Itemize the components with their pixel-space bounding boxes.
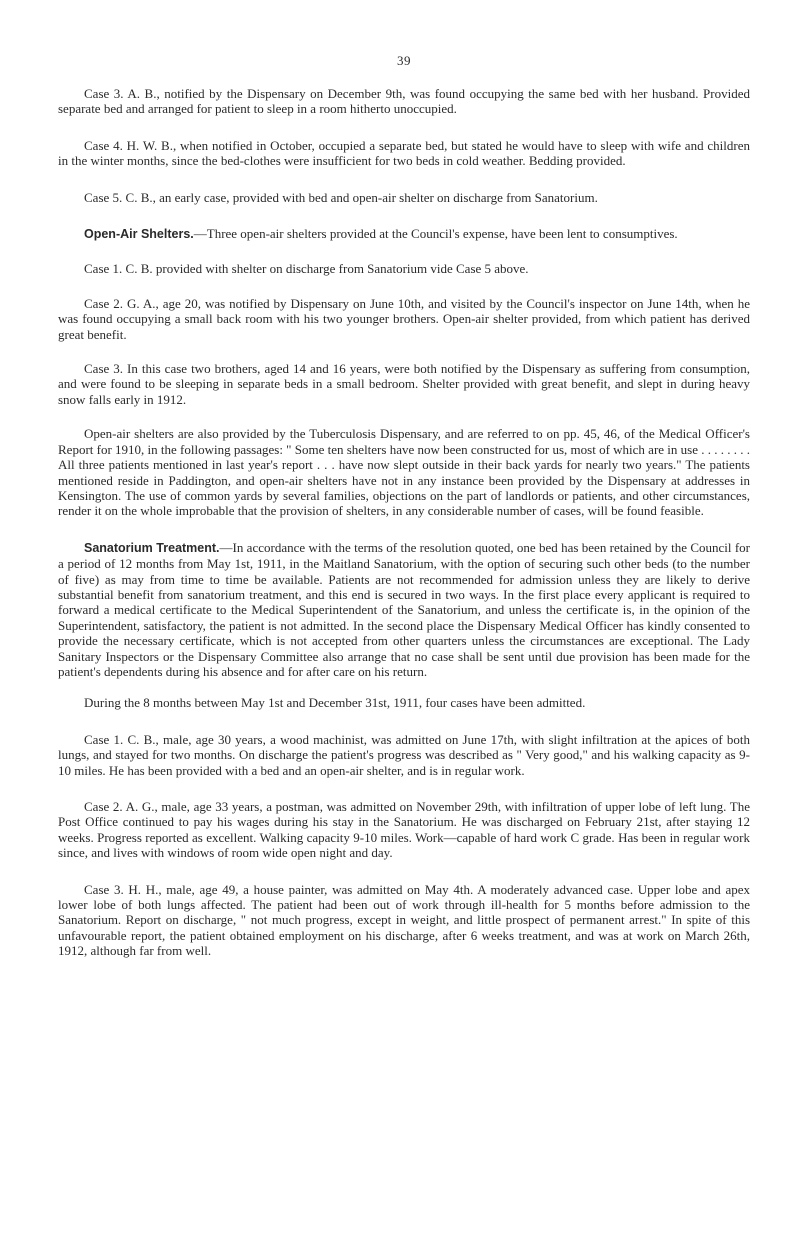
sanatorium-intro-text: —In accordance with the terms of the resolution quoted, one bed has been retained by the Council for a period of 12 months from May 1st, 1911, in the Maitland Sanatorium, with the option of securing such other beds (to the number of five) as may from time to time be available. Patients are not recommended for admission unless they are likely to derive substantial benefit from sanatorium treatment, and this end is secured in two ways. In the first place every applicant is required to forward a medical certificate to the Medical Superintendent of the Sanatorium, and unless the certificate is, in the opinion of the Superintendent, satisfactory, the patient is not admitted. In the second place the Dispensary Medical Officer has kindly consented to provide the necessary certificate, which is not accepted from other quarters unless the circumstances are exceptional. The Lady Sanitary Inspectors or the Dispensary Committee also arrange that no case shall be sent until due provision has been made for the patient's dependents during his absence and for after care on his return. <box>58 539 751 679</box>
paragraph-case-3-ab: Case 3. A. B., notified by the Dispensary on December 9th, was found occupying the same bed with her husband. Provided separate bed and arranged for patient to sleep in a room hitherto unoccupied. <box>58 86 750 117</box>
paragraph-shelter-case-2: Case 2. G. A., age 20, was notified by Dispensary on June 10th, and visited by the Council's inspector on June 14th, when he was found occupying a small back room with his two younger brothers. Open-air shelter provided, from which patient has derived great benefit. <box>58 295 750 342</box>
paragraph-admissions-summary: During the 8 months between May 1st and December 31st, 1911, four cases have been admitted. <box>84 695 586 711</box>
paragraph-shelter-case-3: Case 3. In this case two brothers, aged 14 and 16 years, were both notified by the Dispensary as suffering from consumption, and were found to be sleeping in separate beds in a small bedroom. Shelter provided with great benefit, and slept in during heavy snow falls early in 1912. <box>58 361 750 407</box>
paragraph-dispensary-shelters: Open-air shelters are also provided by the Tuberculosis Dispensary, and are referred to on pp. 45, 46, of the Medical Officer's Report for 1910, in the following passages: " Some ten shelters have now been constructed for us, most of which are in use . . . . . . . . All three patients mentioned in last year's report . . . have now slept outside in their back yards for nearly two years." The patients mentioned reside in Paddington, and open-air shelters have not in any instance been provided by the Dispensary at addresses in Kensington. The use of common yards by several families, objections on the part of landlords or patients, and other circumstances, render it on the whole improbable that the provision of shelters, in any considerable number of cases, will be found feasible. <box>58 426 750 519</box>
paragraph-case-5-cb: Case 5. C. B., an early case, provided with bed and open-air shelter on discharge from Sanatorium. <box>84 189 598 205</box>
paragraph-open-air-shelters <box>58 226 750 242</box>
paragraph-case-4-hwb: Case 4. H. W. B., when notified in October, occupied a separate bed, but stated he would have to sleep with wife and children in the winter months, since the bed-clothes were insufficient for two beds in cold weather. Bedding provided. <box>58 137 750 169</box>
paragraph-sanatorium-treatment <box>58 540 750 680</box>
open-air-intro-text: —Three open-air shelters provided at the Council's expense, have been lent to consumptives. <box>193 226 678 242</box>
paragraph-sanatorium-case-2: Case 2. A. G., male, age 33 years, a postman, was admitted on November 29th, with infiltration of upper lobe of left lung. The Post Office continued to pay his wages during his stay in the Sanatorium. He was discharged on February 21st, after staying 12 weeks. Progress reported as excellent. Walking capacity 9-10 miles. Work—capable of hard work C grade. Has been in regular work since, and lives with windows of room wide open night and day. <box>58 799 750 861</box>
paragraph-sanatorium-case-1: Case 1. C. B., male, age 30 years, a wood machinist, was admitted on June 17th, with slight infiltration at the apices of both lungs, and stayed for two months. On discharge the patient's progress was described as " Very good," and his walking capacity as 9-10 miles. He has been provided with a bed and an open-air shelter, and is in regular work. <box>58 731 750 778</box>
page-body <box>58 86 750 959</box>
paragraph-shelter-case-1: Case 1. C. B. provided with shelter on discharge from Sanatorium vide Case 5 above. <box>84 261 529 277</box>
page-number: 39 <box>397 53 411 68</box>
section-heading-open-air-shelters: Open-Air Shelters. <box>84 227 194 242</box>
paragraph-sanatorium-case-3: Case 3. H. H., male, age 49, a house painter, was admitted on May 4th. A moderately advanced case. Upper lobe and apex lower lobe of both lungs affected. The patient had been out of work through ill-health for 5 months before admission to the Sanatorium. Report on discharge, " not much progress, except in weight, and little prospect of permanent arrest." In spite of this unfavourable report, the patient obtained employment on his discharge, after 6 weeks treatment, and was at work on March 26th, 1912, although far from well. <box>58 881 750 959</box>
section-heading-sanatorium-treatment: Sanatorium Treatment. <box>84 540 220 555</box>
